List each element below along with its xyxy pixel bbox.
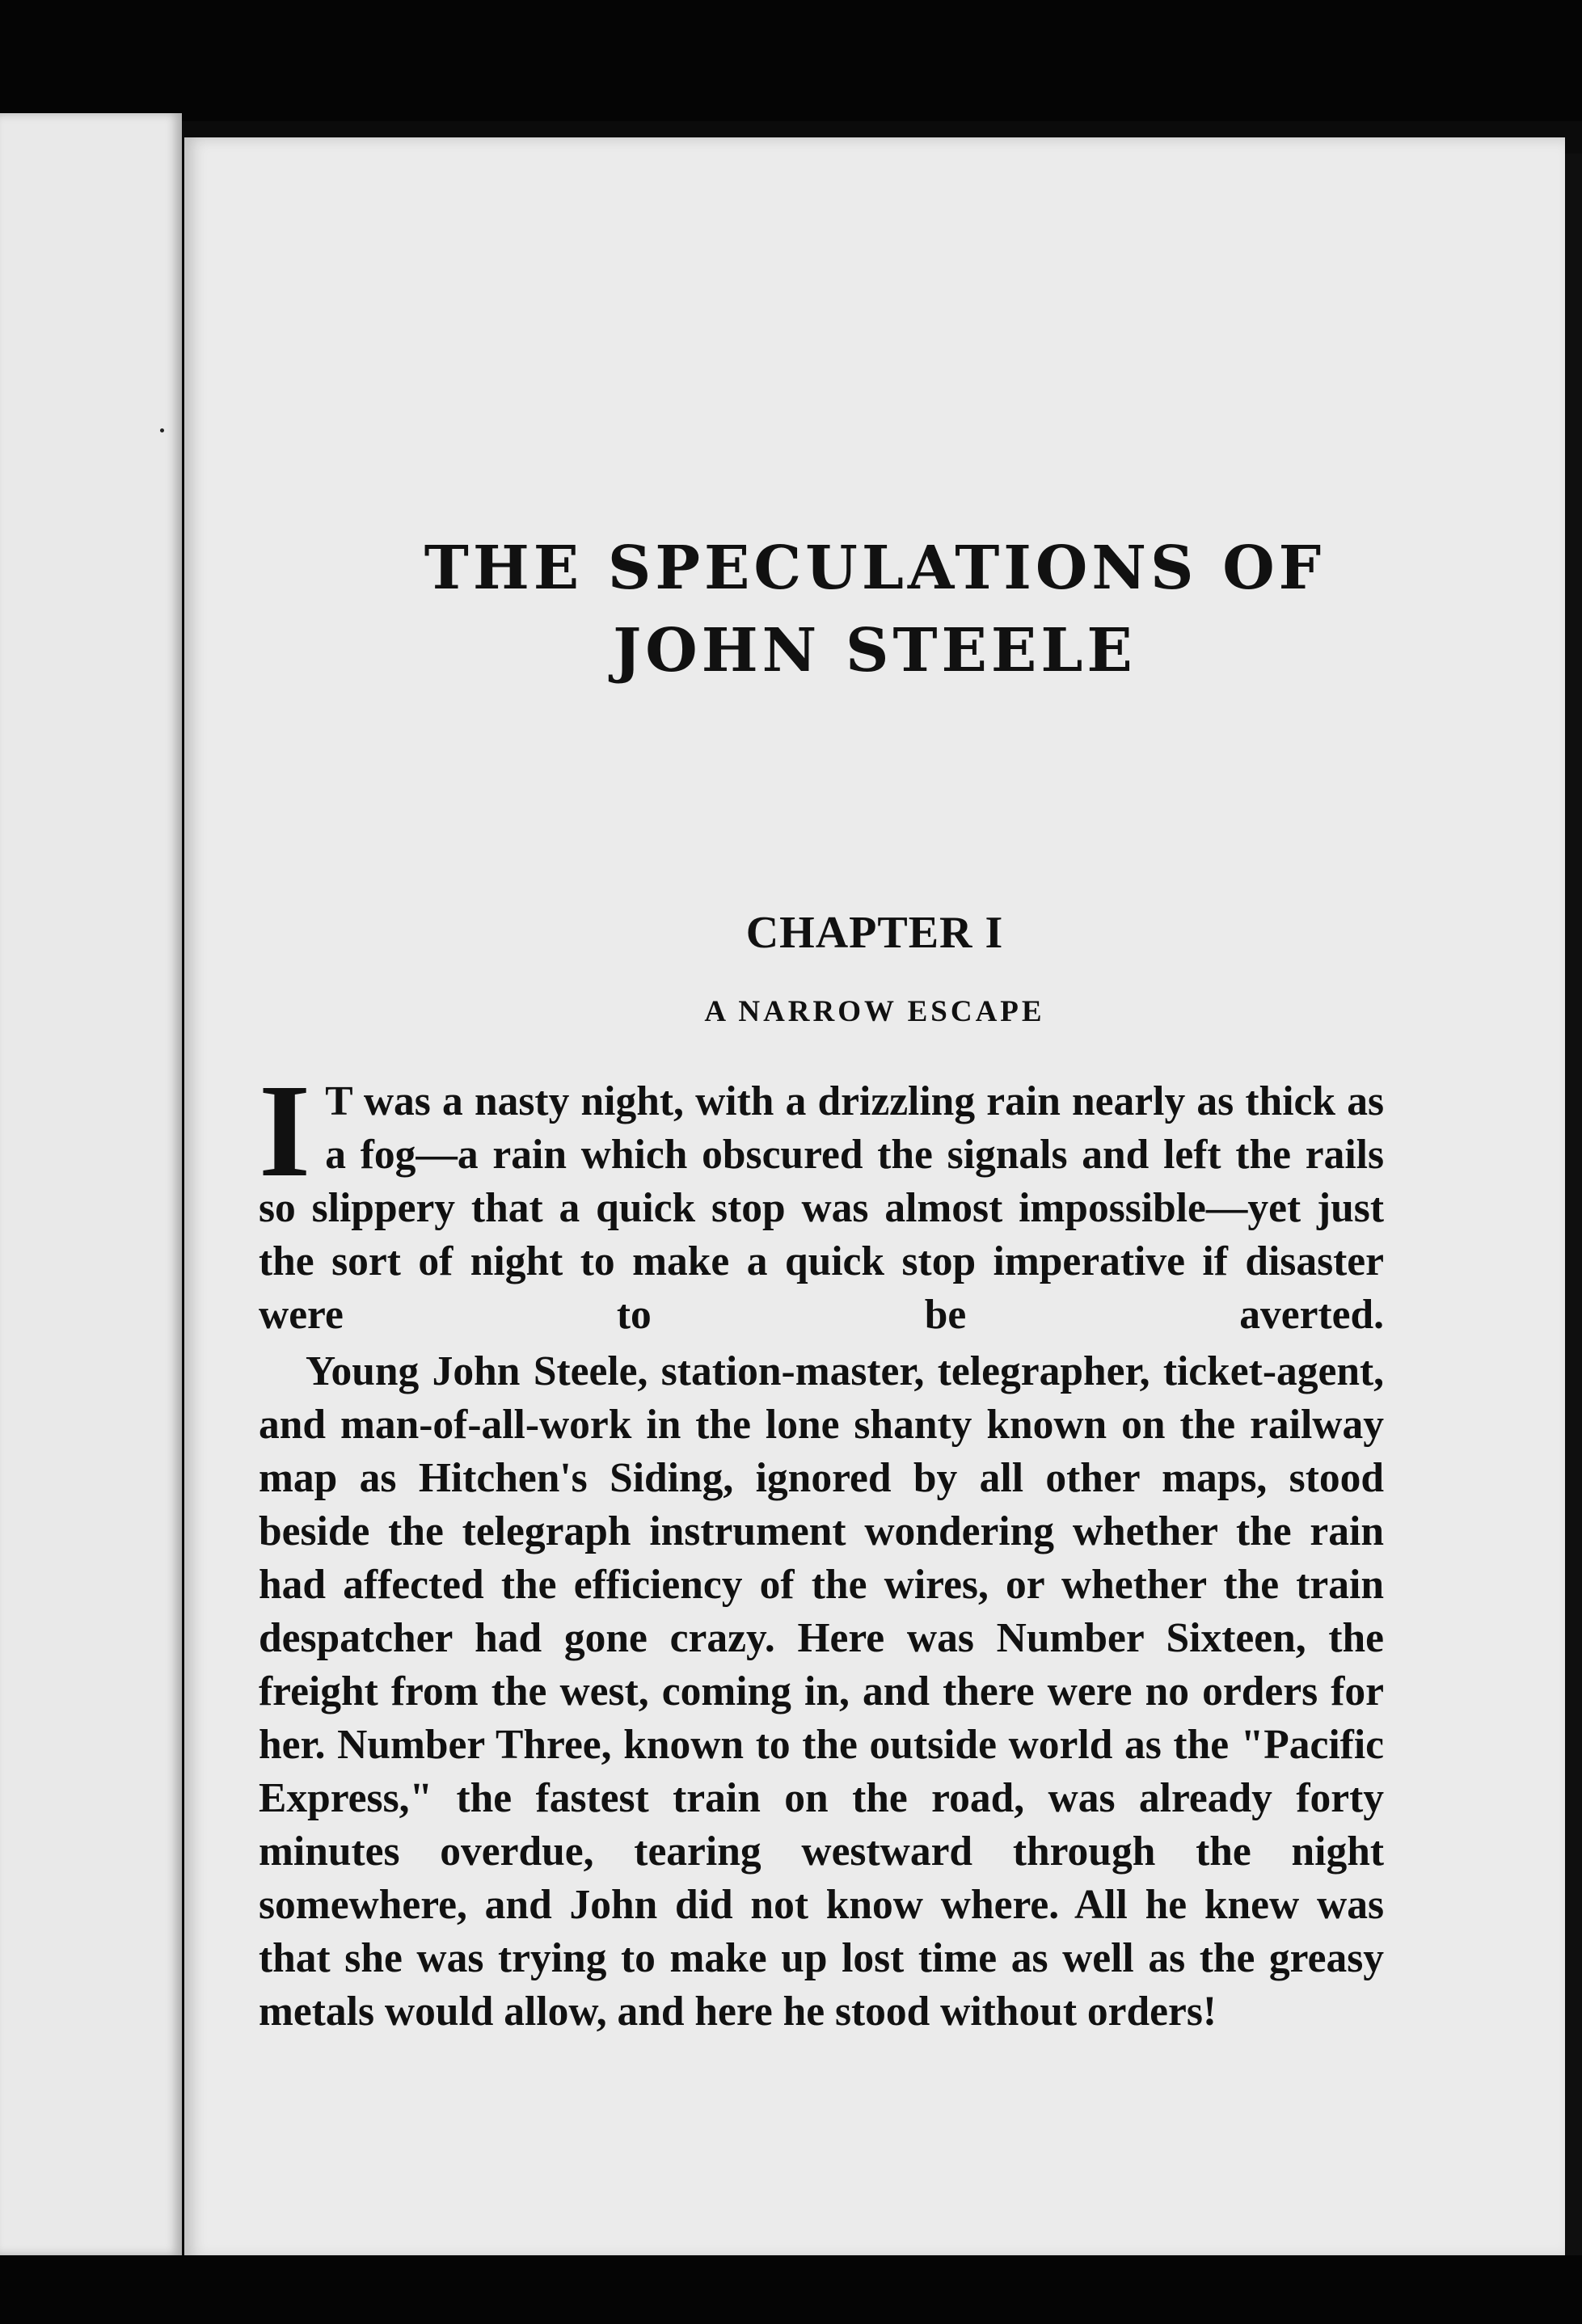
- book-title: [184, 527, 1565, 692]
- drop-cap: I: [259, 1057, 311, 1204]
- scan-frame-top: [0, 0, 1582, 121]
- paragraph-1-text: T was a nasty night, with a drizzling rain nearly as thick as a fog—a rain which obscured the signals and left the rails so slippery that a quick stop was almost impossible—yet just the sort of night to make a quick stop imperative if disaster were to be averted.: [259, 1078, 1384, 1338]
- book-title-line-2: JOHN STEELE: [613, 616, 1137, 686]
- chapter-body: [259, 1057, 1384, 2039]
- paragraph-2: Young John Steele, station-master, telegrapher, ticket-agent, and man-of-all-work in the lone shanty known on the railway map as Hitchen's Siding, ignored by all other maps, stood beside the telegraph instrument wondering whether the rain had affected the efficiency of the wires, or whether the train despatcher had gone crazy. Here was Number Sixteen, the freight from the west, coming in, and there were no orders for her. Number Three, known to the outside world as the "Pacific Express," the fastest train on the road, was already forty minutes overdue, tearing westward through the night somewhere, and John did not know where. All he knew was that she was trying to make up lost time as well as the greasy metals would allow, and here he stood without orders!: [259, 1348, 1384, 2035]
- book-title-line-1: THE SPECULATIONS OF: [424, 534, 1326, 603]
- book-page: [184, 137, 1565, 2259]
- scan-speck: [160, 428, 164, 432]
- paragraph-1: [259, 1057, 1384, 1342]
- facing-page-edge: [0, 113, 182, 2255]
- chapter-title: A NARROW ESCAPE: [704, 995, 1045, 1028]
- chapter-heading: CHAPTER I: [745, 908, 1004, 958]
- scan-frame-bottom: [0, 2255, 1582, 2324]
